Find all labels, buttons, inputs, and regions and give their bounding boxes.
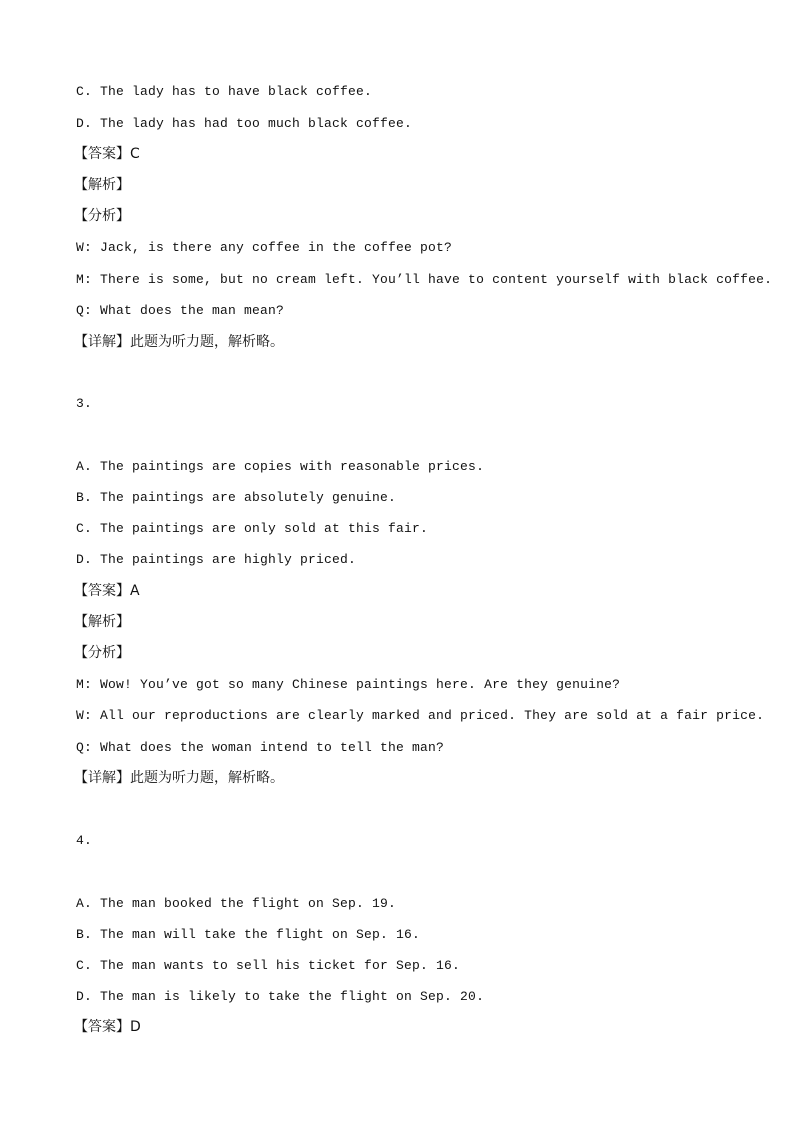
q2-detail: 【详解】此题为听力题，解析略。	[74, 334, 284, 350]
q3-analysis-heading: 【解析】	[74, 614, 130, 630]
q3-dialogue-w: W: All our reproductions are clearly marked and priced. They are sold at a fair price.	[76, 708, 765, 723]
q4-answer: 【答案】D	[74, 1019, 141, 1035]
q3-answer: 【答案】A	[74, 583, 140, 599]
q4-option-c: C. The man wants to sell his ticket for Sep. 16.	[76, 958, 461, 973]
q2-breakdown-heading: 【分析】	[74, 208, 130, 224]
q2-option-d: D. The lady has had too much black coffee.	[76, 116, 413, 131]
q4-option-d: D. The man is likely to take the flight on Sep. 20.	[76, 989, 485, 1004]
q2-option-c: C. The lady has to have black coffee.	[76, 84, 373, 99]
q3-option-a: A. The paintings are copies with reasonable prices.	[76, 459, 485, 474]
q2-question: Q: What does the man mean?	[76, 303, 285, 318]
q4-number: 4.	[76, 833, 93, 848]
q4-option-a: A. The man booked the flight on Sep. 19.	[76, 896, 397, 911]
q2-analysis-heading: 【解析】	[74, 177, 130, 193]
q3-option-c: C. The paintings are only sold at this fair.	[76, 521, 429, 536]
q3-detail: 【详解】此题为听力题，解析略。	[74, 770, 284, 786]
q3-option-b: B. The paintings are absolutely genuine.	[76, 490, 397, 505]
q2-answer: 【答案】C	[74, 146, 140, 162]
q3-question: Q: What does the woman intend to tell the man?	[76, 740, 445, 755]
q2-dialogue-m: M: There is some, but no cream left. You’ll have to content yourself with black coffee.	[76, 272, 773, 287]
q2-dialogue-w: W: Jack, is there any coffee in the coffee pot?	[76, 240, 453, 255]
q4-option-b: B. The man will take the flight on Sep. 16.	[76, 927, 421, 942]
q3-number: 3.	[76, 396, 93, 411]
q3-dialogue-m: M: Wow! You’ve got so many Chinese paintings here. Are they genuine?	[76, 677, 621, 692]
q3-breakdown-heading: 【分析】	[74, 645, 130, 661]
q3-option-d: D. The paintings are highly priced.	[76, 552, 357, 567]
